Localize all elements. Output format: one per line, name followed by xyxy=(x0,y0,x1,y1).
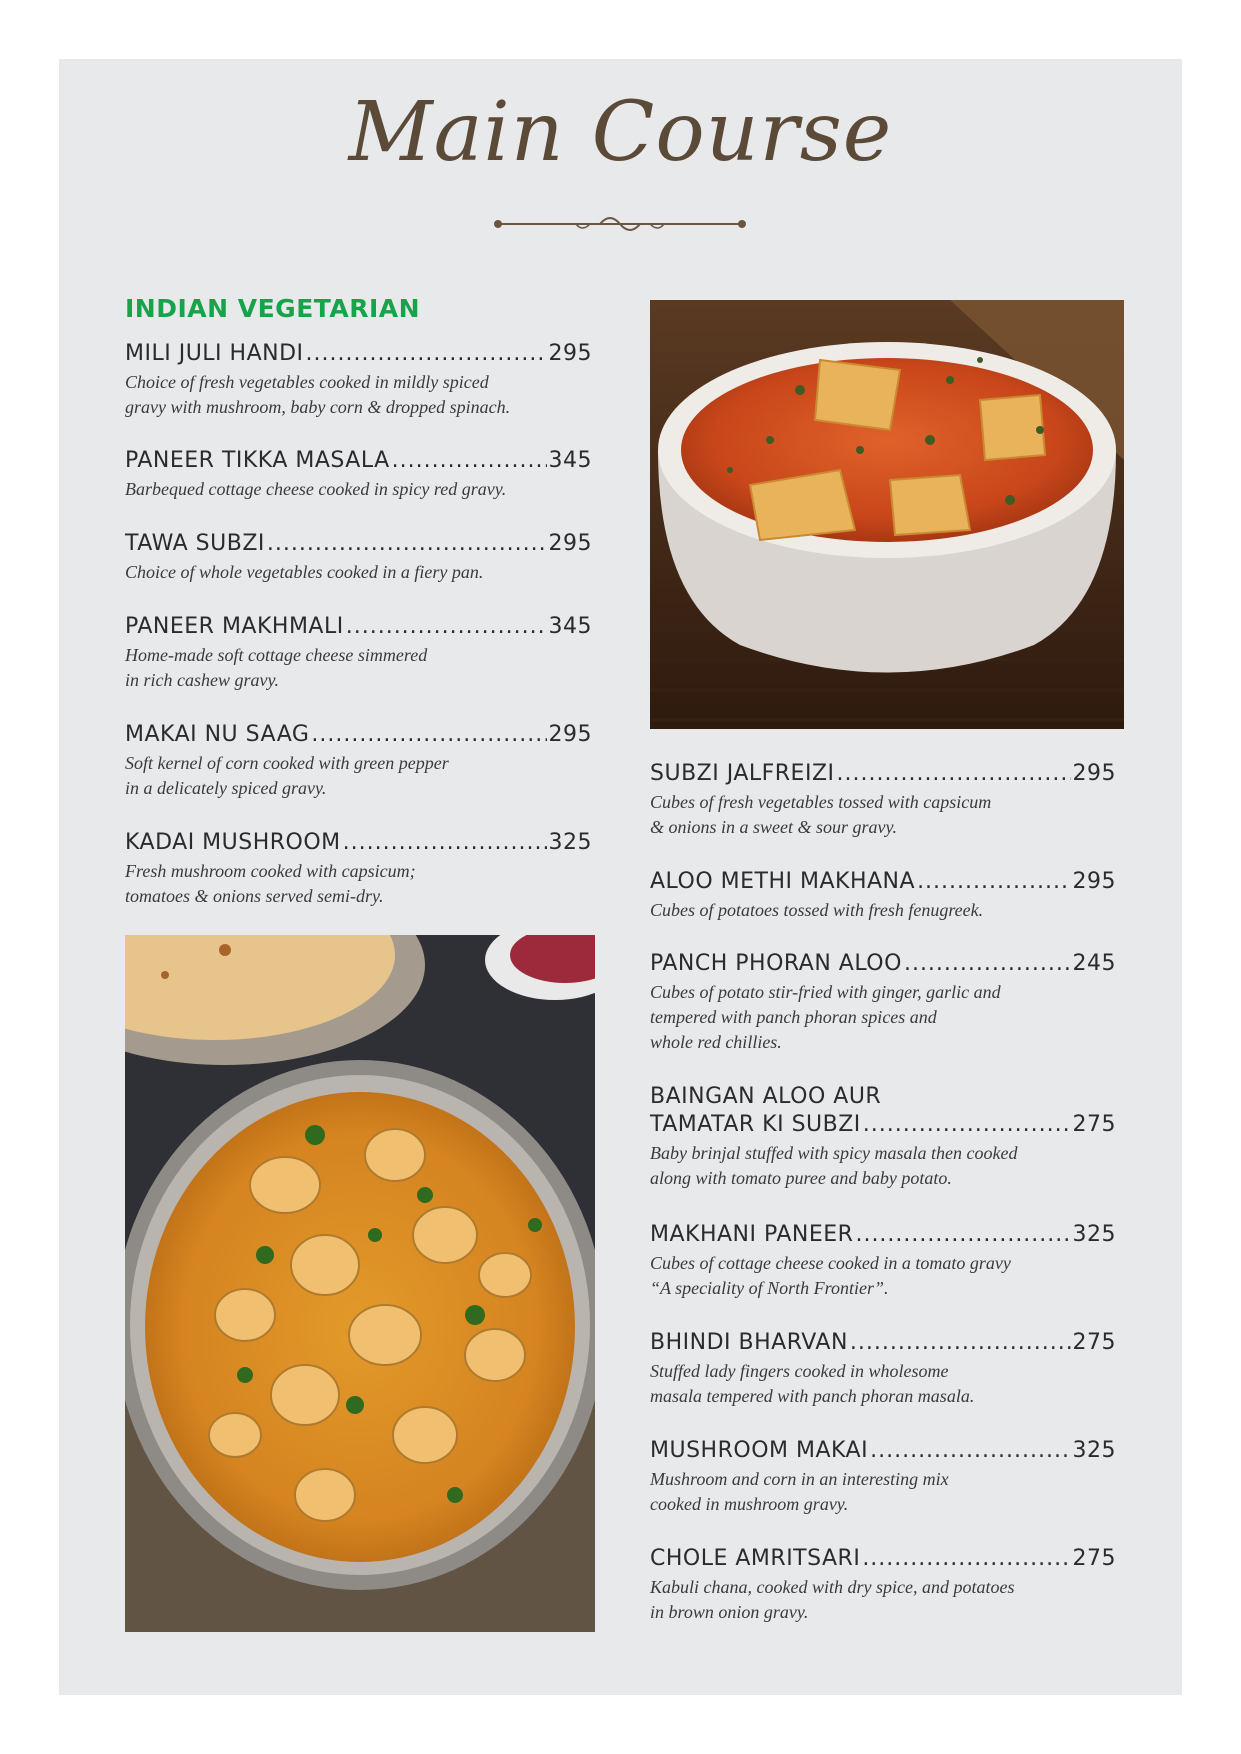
page-title: Main Course xyxy=(348,85,893,180)
item-price: 325 xyxy=(548,830,592,855)
menu-item xyxy=(125,340,592,420)
section-title: INDIAN VEGETARIAN xyxy=(125,294,421,323)
item-description: Cubes of potato stir-fried with ginger, garlic and tempered with panch phoran spices and whole red chillies. xyxy=(650,982,1001,1052)
menu-item xyxy=(650,1545,1116,1625)
item-price: 245 xyxy=(1072,951,1116,976)
item-name: PANCH PHORAN ALOO xyxy=(650,951,902,976)
item-price: 295 xyxy=(548,722,592,747)
item-price: 295 xyxy=(1072,869,1116,894)
item-description: Choice of whole vegetables cooked in a fiery pan. xyxy=(125,562,484,582)
item-name: PANEER TIKKA MASALA xyxy=(125,448,390,473)
item-price: 275 xyxy=(1072,1546,1116,1571)
item-name: MAKAI NU SAAG xyxy=(125,722,310,747)
menu-item xyxy=(650,950,1116,1055)
item-description: Choice of fresh vegetables cooked in mildly spiced gravy with mushroom, baby corn & dropped spinach. xyxy=(125,372,511,417)
item-description: Mushroom and corn in an interesting mix cooked in mushroom gravy. xyxy=(650,1469,949,1514)
item-name: TAWA SUBZI xyxy=(125,531,265,556)
menu-item xyxy=(650,1083,1116,1191)
item-name-line1: BAINGAN ALOO AUR xyxy=(650,1084,882,1109)
item-price: 325 xyxy=(1072,1438,1116,1463)
item-description: Cubes of fresh vegetables tossed with capsicum & onions in a sweet & sour gravy. xyxy=(650,792,992,837)
item-price: 295 xyxy=(548,531,592,556)
paneer-curry-photo xyxy=(650,300,1124,729)
item-price: 345 xyxy=(548,448,592,473)
item-price: 275 xyxy=(1072,1330,1116,1355)
item-price: 325 xyxy=(1072,1222,1116,1247)
item-price: 295 xyxy=(1072,761,1116,786)
menu-item xyxy=(125,721,592,801)
item-price: 345 xyxy=(548,614,592,639)
item-name: SUBZI JALFREIZI xyxy=(650,761,835,786)
menu-item xyxy=(125,447,592,502)
item-description: Kabuli chana, cooked with dry spice, and potatoes in brown onion gravy. xyxy=(650,1577,1015,1622)
menu-item xyxy=(650,1437,1116,1517)
item-name: PANEER MAKHMALI xyxy=(125,614,344,639)
item-description: Cubes of potatoes tossed with fresh fenugreek. xyxy=(650,900,984,920)
item-name: MAKHANI PANEER xyxy=(650,1222,854,1247)
menu-item xyxy=(650,868,1116,923)
menu-item xyxy=(650,760,1116,840)
menu-item xyxy=(650,1329,1116,1409)
menu-item xyxy=(125,613,592,693)
item-description: Cubes of cottage cheese cooked in a tomato gravy “A speciality of North Frontier”. xyxy=(650,1253,1011,1298)
item-description: Barbequed cottage cheese cooked in spicy red gravy. xyxy=(125,479,507,499)
item-name: KADAI MUSHROOM xyxy=(125,830,341,855)
item-price: 295 xyxy=(548,341,592,366)
menu-item xyxy=(650,1221,1116,1301)
item-name: MILI JULI HANDI xyxy=(125,341,304,366)
item-name: ALOO METHI MAKHANA xyxy=(650,869,916,894)
menu-item xyxy=(125,530,592,585)
item-description: Home-made soft cottage cheese simmered in rich cashew gravy. xyxy=(125,645,428,690)
item-name: MUSHROOM MAKAI xyxy=(650,1438,869,1463)
item-price: 275 xyxy=(1072,1112,1116,1137)
item-name: BHINDI BHARVAN xyxy=(650,1330,848,1355)
item-description: Stuffed lady fingers cooked in wholesome masala tempered with panch phoran masala. xyxy=(650,1361,975,1406)
title-flourish-ornament xyxy=(490,212,750,236)
menu-item xyxy=(125,829,592,909)
item-description: Fresh mushroom cooked with capsicum; tomatoes & onions served semi-dry. xyxy=(125,861,416,906)
item-description: Baby brinjal stuffed with spicy masala then cooked along with tomato puree and baby potato. xyxy=(650,1143,1018,1188)
item-name: TAMATAR KI SUBZI xyxy=(650,1112,861,1137)
item-description: Soft kernel of corn cooked with green pepper in a delicately spiced gravy. xyxy=(125,753,449,798)
mushroom-curry-photo xyxy=(125,935,595,1632)
item-name: CHOLE AMRITSARI xyxy=(650,1546,861,1571)
